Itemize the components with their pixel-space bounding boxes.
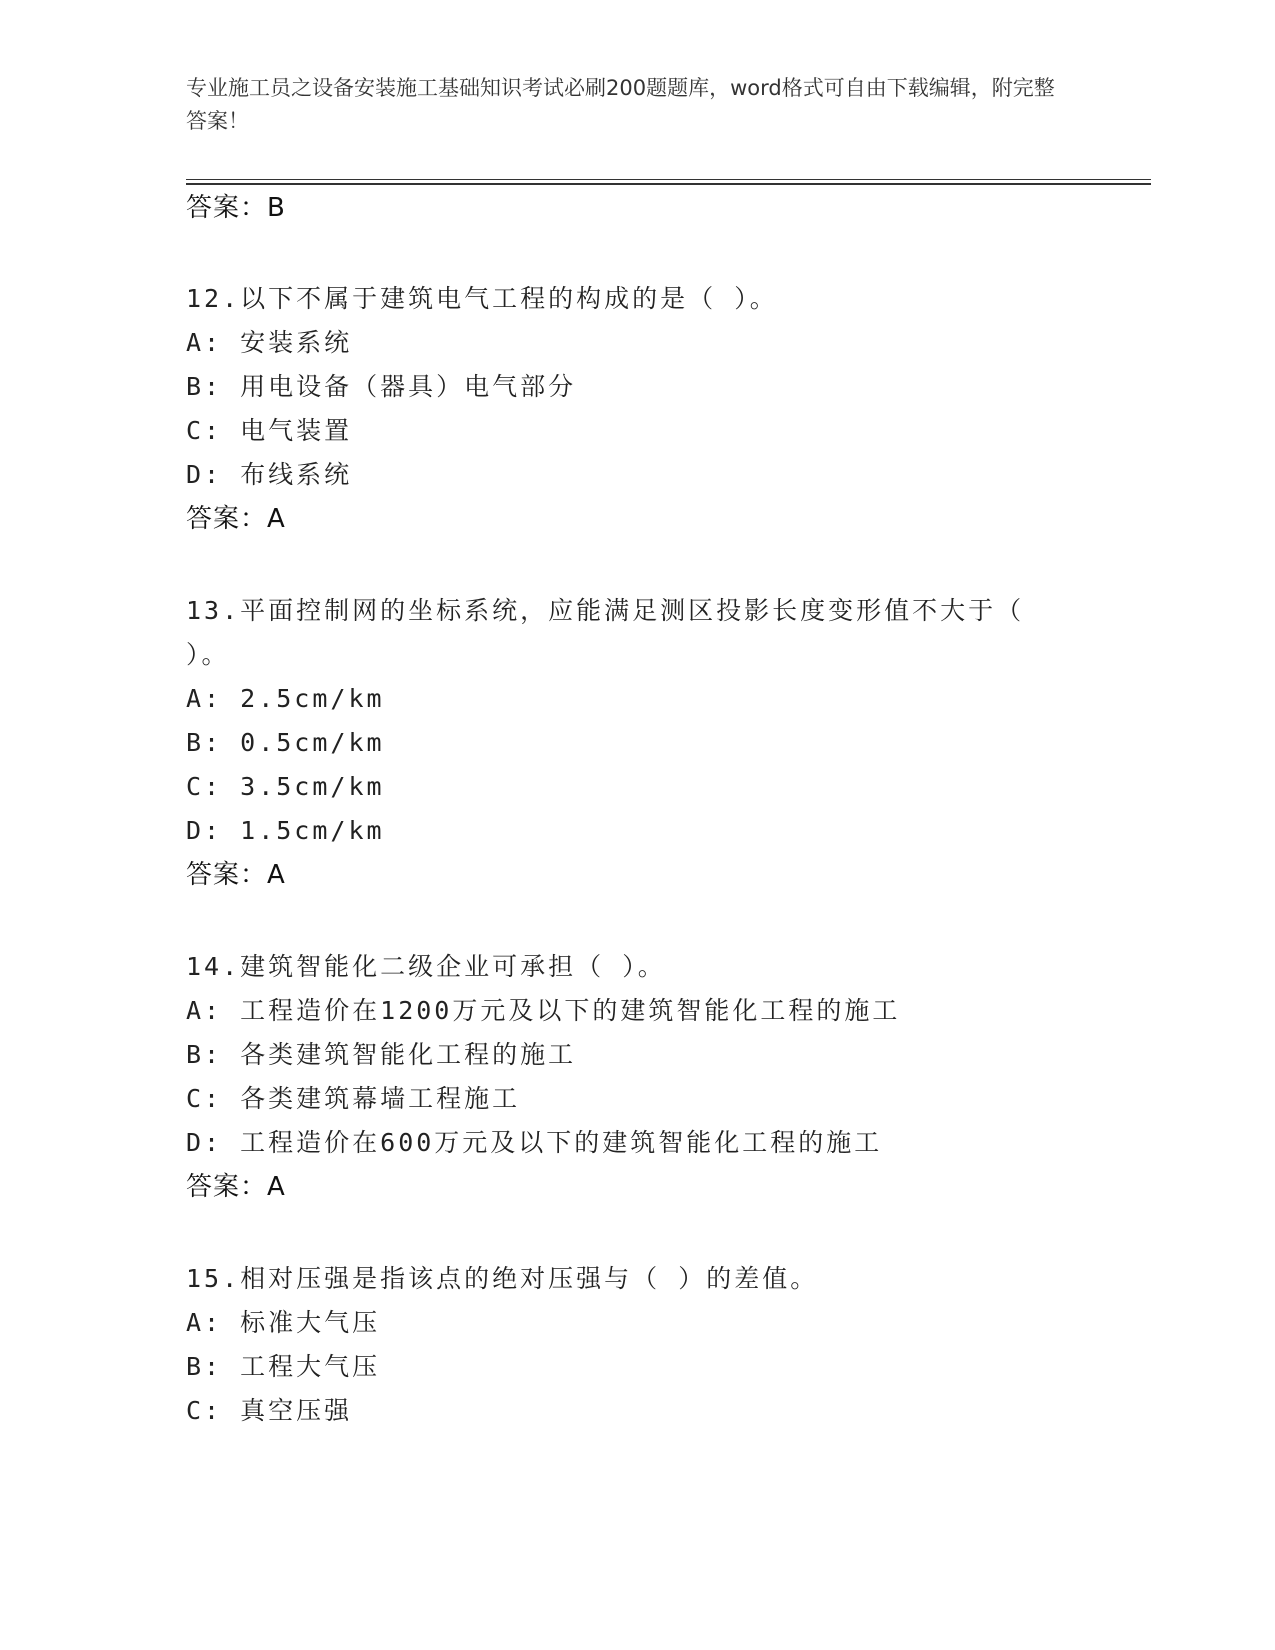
question-13-option-a: A: 2.5cm/km: [186, 684, 385, 713]
question-12-stem: 12.以下不属于建筑电气工程的构成的是（ ）。: [186, 284, 778, 313]
question-15-option-c: C: 真空压强: [186, 1396, 353, 1425]
header-rule-thick: [186, 183, 1151, 185]
question-13-option-c: C: 3.5cm/km: [186, 772, 385, 801]
question-14-option-c: C: 各类建筑幕墙工程施工: [186, 1084, 521, 1113]
question-14-answer: 答案：A: [186, 1172, 286, 1202]
page-header: 专业施工员之设备安装施工基础知识考试必刷200题题库，word格式可自由下载编辑，附完整答案！: [186, 76, 1055, 133]
question-13-stem-line-2: ）。: [186, 640, 230, 669]
question-14-option-d: D: 工程造价在600万元及以下的建筑智能化工程的施工: [186, 1128, 883, 1157]
header-rule-thin: [186, 179, 1151, 180]
question-14-option-b: B: 各类建筑智能化工程的施工: [186, 1040, 577, 1069]
question-12-option-d: D: 布线系统: [186, 460, 353, 489]
previous-answer: 答案：B: [186, 193, 286, 223]
question-12-option-b: B: 用电设备（器具）电气部分: [186, 372, 577, 401]
question-14-option-a: A: 工程造价在1200万元及以下的建筑智能化工程的施工: [186, 996, 901, 1025]
question-13-stem-line-1: 13.平面控制网的坐标系统，应能满足测区投影长度变形值不大于（: [186, 596, 1025, 625]
question-13-option-d: D: 1.5cm/km: [186, 816, 385, 845]
question-12-option-a: A: 安装系统: [186, 328, 353, 357]
question-13-option-b: B: 0.5cm/km: [186, 728, 385, 757]
question-12-option-c: C: 电气装置: [186, 416, 353, 445]
question-15-option-a: A: 标准大气压: [186, 1308, 381, 1337]
question-13-answer: 答案：A: [186, 860, 286, 890]
question-15-option-b: B: 工程大气压: [186, 1352, 381, 1381]
question-12-answer: 答案：A: [186, 504, 286, 534]
question-15-stem: 15.相对压强是指该点的绝对压强与（ ）的差值。: [186, 1264, 819, 1293]
question-14-stem: 14.建筑智能化二级企业可承担（ ）。: [186, 952, 666, 981]
